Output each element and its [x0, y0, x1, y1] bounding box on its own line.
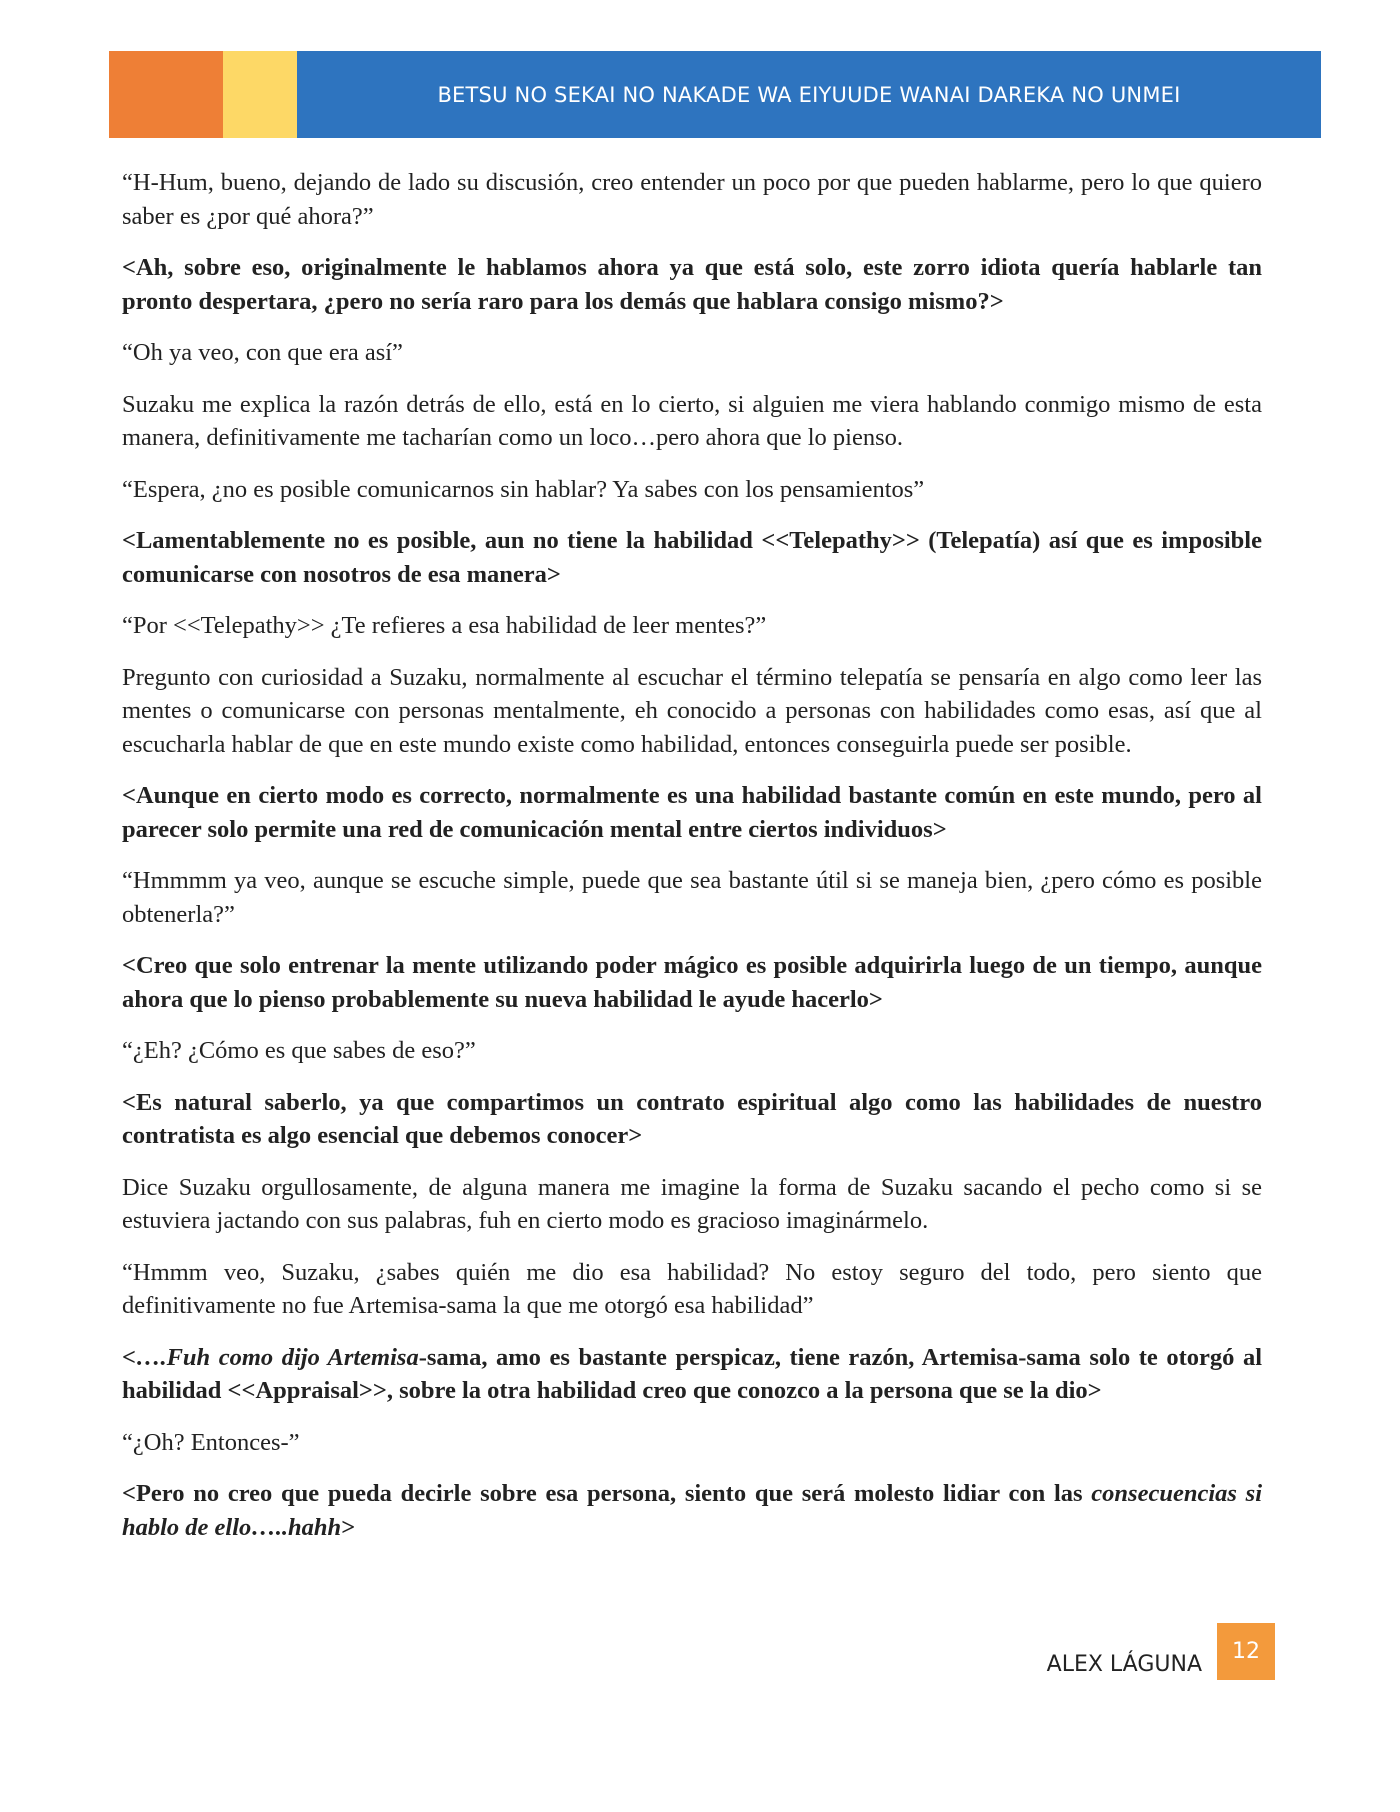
dialogue-paragraph-bold: <Aunque en cierto modo es correcto, normalmente es una habilidad bastante común en este mundo, pero al parecer solo permite una red de comunicación mental entre ciertos individuos> — [122, 782, 1262, 843]
page-number: 12 — [1217, 1623, 1275, 1680]
body-paragraph: Pregunto con curiosidad a Suzaku, normalmente al escuchar el término telepatía se pensaría en algo como leer las mentes o comunicarse con personas mentalmente, eh conocido a personas con habilidades como esas, así que al escucharla hablar de que en este mundo existe como habilidad, entonces conseguirla puede ser posible. — [122, 663, 1262, 758]
header-yellow-block — [223, 51, 297, 138]
body-paragraph: “Hmmm veo, Suzaku, ¿sabes quién me dio esa habilidad? No estoy seguro del todo, pero siento que definitivamente no fue Artemisa-sama la que me otorgó esa habilidad” — [122, 1258, 1262, 1319]
dialogue-paragraph-bold: <Lamentablemente no es posible, aun no tiene la habilidad <<Telepathy>> (Telepatía) así que es imposible comunicarse con nosotros de esa manera> — [122, 527, 1262, 588]
header-title: BETSU NO SEKAI NO NAKADE WA EIYUUDE WANAI DAREKA NO UNMEI — [297, 51, 1321, 138]
page-header — [109, 51, 1321, 138]
body-paragraph: “H-Hum, bueno, dejando de lado su discusión, creo entender un poco por que pueden hablarme, pero lo que quiero saber es ¿por qué ahora?” — [122, 169, 1262, 230]
text-segment: -sama, amo es bastante perspicaz, tiene razón, Artemisa-sama solo te otorgó al habilidad <<Appraisal>>, sobre la otra habilidad creo que conozco a la persona que se la dio> — [122, 1343, 1263, 1404]
text-segment: <Pero no creo que pueda decirle sobre esa persona, siento que será molesto lidiar con las — [122, 1480, 1092, 1507]
dialogue-paragraph-bold: <Es natural saberlo, ya que compartimos un contrato espiritual algo como las habilidades de nuestro contratista es algo esencial que debemos conocer> — [122, 1088, 1262, 1149]
body-paragraph: “Espera, ¿no es posible comunicarnos sin hablar? Ya sabes con los pensamientos” — [122, 475, 925, 503]
dialogue-paragraph-bold — [122, 1341, 1262, 1408]
body-paragraph: “Hmmmm ya veo, aunque se escuche simple, puede que sea bastante útil si se maneja bien, ¿pero cómo es posible obtenerla?” — [122, 867, 1262, 928]
text-segment: > — [341, 1513, 356, 1541]
body-paragraph: “Oh ya veo, con que era así” — [122, 339, 403, 366]
dialogue-paragraph-bold — [122, 1477, 1262, 1544]
header-orange-block — [109, 51, 223, 138]
text-segment: < — [122, 1343, 136, 1371]
body-paragraph: “Por <<Telepathy>> ¿Te refieres a esa habilidad de leer mentes?” — [122, 612, 767, 639]
text-segment: ….Fuh como dijo Artemisa — [135, 1343, 419, 1371]
body-paragraph: Suzaku me explica la razón detrás de ello, está en lo cierto, si alguien me viera hablando conmigo mismo de esta manera, definitivamente me tacharían como un loco…pero ahora que lo pienso. — [122, 390, 1262, 451]
text-segment: consecuencias si hablo de ello…..hahh — [122, 1480, 1263, 1541]
dialogue-paragraph-bold: <Ah, sobre eso, originalmente le hablamos ahora ya que está solo, este zorro idiota quería hablarle tan pronto despertara, ¿pero no sería raro para los demás que hablara consigo mismo?> — [122, 254, 1262, 315]
body-paragraph: Dice Suzaku orgullosamente, de alguna manera me imagine la forma de Suzaku sacando el pecho como si se estuviera jactando con sus palabras, fuh en cierto modo es gracioso imaginármelo. — [122, 1173, 1262, 1234]
body-paragraph: “¿Oh? Entonces-” — [122, 1428, 300, 1456]
dialogue-paragraph-bold: <Creo que solo entrenar la mente utilizando poder mágico es posible adquirirla luego de un tiempo, aunque ahora que lo pienso probablemente su nueva habilidad le ayude hacerlo> — [122, 952, 1262, 1013]
footer-author: ALEX LÁGUNA — [1046, 1651, 1202, 1677]
body-paragraph: “¿Eh? ¿Cómo es que sabes de eso?” — [122, 1037, 476, 1064]
document-body — [122, 166, 1262, 1562]
